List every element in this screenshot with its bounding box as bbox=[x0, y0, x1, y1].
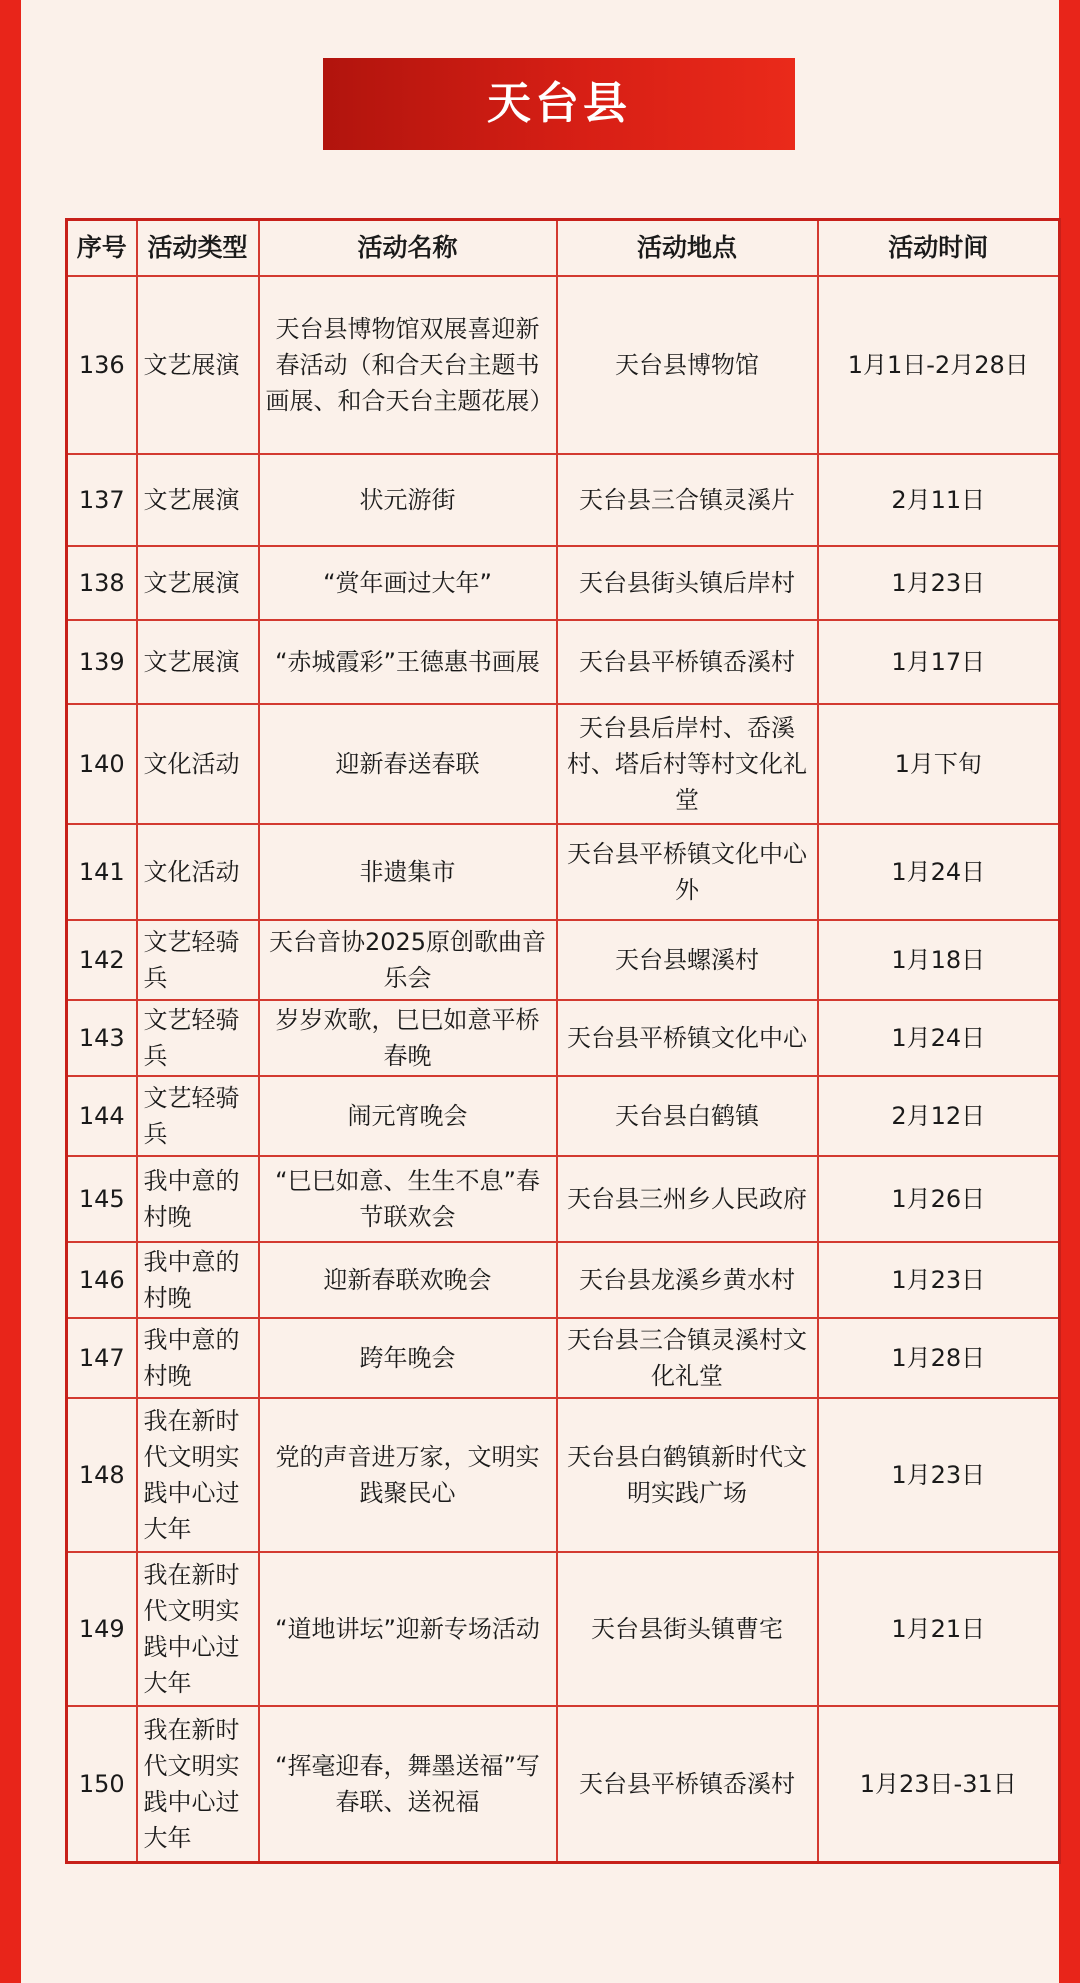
cell-type: 文化活动 bbox=[137, 704, 259, 824]
cell-name: 党的声音进万家，文明实践聚民心 bbox=[259, 1398, 557, 1552]
cell-time: 1月23日-31日 bbox=[818, 1706, 1060, 1862]
cell-name: 天台音协2025原创歌曲音乐会 bbox=[259, 920, 557, 1000]
cell-location: 天台县博物馆 bbox=[557, 276, 818, 454]
cell-no: 150 bbox=[67, 1706, 137, 1862]
cell-time: 1月23日 bbox=[818, 1242, 1060, 1318]
cell-type: 文艺轻骑兵 bbox=[137, 1076, 259, 1156]
cell-name: “道地讲坛”迎新专场活动 bbox=[259, 1552, 557, 1706]
table-row bbox=[67, 620, 1060, 704]
cell-name: 状元游街 bbox=[259, 454, 557, 546]
table-row bbox=[67, 546, 1060, 620]
cell-name: 迎新春联欢晚会 bbox=[259, 1242, 557, 1318]
cell-time: 1月23日 bbox=[818, 546, 1060, 620]
cell-no: 137 bbox=[67, 454, 137, 546]
cell-time: 1月28日 bbox=[818, 1318, 1060, 1398]
table-row bbox=[67, 1552, 1060, 1706]
cell-no: 138 bbox=[67, 546, 137, 620]
cell-location: 天台县白鹤镇 bbox=[557, 1076, 818, 1156]
header-type: 活动类型 bbox=[137, 220, 259, 277]
cell-name: 跨年晚会 bbox=[259, 1318, 557, 1398]
table-row bbox=[67, 1398, 1060, 1552]
cell-location: 天台县街头镇曹宅 bbox=[557, 1552, 818, 1706]
cell-location: 天台县后岸村、岙溪村、塔后村等村文化礼堂 bbox=[557, 704, 818, 824]
cell-type: 文艺展演 bbox=[137, 620, 259, 704]
cell-name: “赤城霞彩”王德惠书画展 bbox=[259, 620, 557, 704]
header-location: 活动地点 bbox=[557, 220, 818, 277]
cell-no: 143 bbox=[67, 1000, 137, 1076]
cell-time: 1月24日 bbox=[818, 1000, 1060, 1076]
activity-table bbox=[65, 218, 1061, 1864]
table-row bbox=[67, 1000, 1060, 1076]
cell-no: 147 bbox=[67, 1318, 137, 1398]
cell-location: 天台县白鹤镇新时代文明实践广场 bbox=[557, 1398, 818, 1552]
cell-time: 2月11日 bbox=[818, 454, 1060, 546]
header-name: 活动名称 bbox=[259, 220, 557, 277]
cell-time: 1月1日-2月28日 bbox=[818, 276, 1060, 454]
cell-type: 我在新时代文明实践中心过大年 bbox=[137, 1706, 259, 1862]
cell-no: 136 bbox=[67, 276, 137, 454]
cell-name: “挥毫迎春，舞墨送福”写春联、送祝福 bbox=[259, 1706, 557, 1862]
page-panel bbox=[21, 0, 1059, 1983]
cell-location: 天台县平桥镇文化中心外 bbox=[557, 824, 818, 920]
table-row bbox=[67, 920, 1060, 1000]
cell-no: 141 bbox=[67, 824, 137, 920]
cell-type: 文艺轻骑兵 bbox=[137, 1000, 259, 1076]
cell-time: 1月18日 bbox=[818, 920, 1060, 1000]
table-row bbox=[67, 1156, 1060, 1242]
cell-time: 1月26日 bbox=[818, 1156, 1060, 1242]
table-row bbox=[67, 1076, 1060, 1156]
cell-no: 149 bbox=[67, 1552, 137, 1706]
page-title: 天台县 bbox=[323, 58, 795, 150]
cell-time: 2月12日 bbox=[818, 1076, 1060, 1156]
table-row bbox=[67, 704, 1060, 824]
cell-location: 天台县龙溪乡黄水村 bbox=[557, 1242, 818, 1318]
cell-time: 1月下旬 bbox=[818, 704, 1060, 824]
table-body bbox=[67, 276, 1060, 1862]
cell-no: 144 bbox=[67, 1076, 137, 1156]
cell-no: 140 bbox=[67, 704, 137, 824]
table-row bbox=[67, 1242, 1060, 1318]
cell-location: 天台县三合镇灵溪村文化礼堂 bbox=[557, 1318, 818, 1398]
cell-type: 我在新时代文明实践中心过大年 bbox=[137, 1398, 259, 1552]
table-row bbox=[67, 454, 1060, 546]
cell-name: 非遗集市 bbox=[259, 824, 557, 920]
cell-name: 天台县博物馆双展喜迎新春活动（和合天台主题书画展、和合天台主题花展） bbox=[259, 276, 557, 454]
table-row bbox=[67, 824, 1060, 920]
table-row bbox=[67, 1706, 1060, 1862]
header-time: 活动时间 bbox=[818, 220, 1060, 277]
cell-location: 天台县平桥镇岙溪村 bbox=[557, 1706, 818, 1862]
cell-type: 文化活动 bbox=[137, 824, 259, 920]
cell-type: 文艺轻骑兵 bbox=[137, 920, 259, 1000]
cell-time: 1月17日 bbox=[818, 620, 1060, 704]
cell-type: 我中意的村晚 bbox=[137, 1156, 259, 1242]
cell-name: 迎新春送春联 bbox=[259, 704, 557, 824]
cell-type: 文艺展演 bbox=[137, 454, 259, 546]
cell-type: 我中意的村晚 bbox=[137, 1318, 259, 1398]
cell-no: 142 bbox=[67, 920, 137, 1000]
table-row bbox=[67, 276, 1060, 454]
cell-location: 天台县螺溪村 bbox=[557, 920, 818, 1000]
cell-location: 天台县三合镇灵溪片 bbox=[557, 454, 818, 546]
header-no: 序号 bbox=[67, 220, 137, 277]
cell-location: 天台县三州乡人民政府 bbox=[557, 1156, 818, 1242]
cell-no: 146 bbox=[67, 1242, 137, 1318]
cell-time: 1月23日 bbox=[818, 1398, 1060, 1552]
cell-name: 闹元宵晚会 bbox=[259, 1076, 557, 1156]
cell-no: 145 bbox=[67, 1156, 137, 1242]
cell-type: 文艺展演 bbox=[137, 546, 259, 620]
cell-type: 文艺展演 bbox=[137, 276, 259, 454]
cell-no: 139 bbox=[67, 620, 137, 704]
cell-no: 148 bbox=[67, 1398, 137, 1552]
cell-type: 我中意的村晚 bbox=[137, 1242, 259, 1318]
cell-name: 岁岁欢歌，巳巳如意平桥春晚 bbox=[259, 1000, 557, 1076]
cell-time: 1月24日 bbox=[818, 824, 1060, 920]
table-header-row bbox=[67, 220, 1060, 277]
cell-time: 1月21日 bbox=[818, 1552, 1060, 1706]
cell-location: 天台县街头镇后岸村 bbox=[557, 546, 818, 620]
table-row bbox=[67, 1318, 1060, 1398]
cell-location: 天台县平桥镇岙溪村 bbox=[557, 620, 818, 704]
cell-name: “赏年画过大年” bbox=[259, 546, 557, 620]
cell-name: “巳巳如意、生生不息”春节联欢会 bbox=[259, 1156, 557, 1242]
cell-type: 我在新时代文明实践中心过大年 bbox=[137, 1552, 259, 1706]
cell-location: 天台县平桥镇文化中心 bbox=[557, 1000, 818, 1076]
